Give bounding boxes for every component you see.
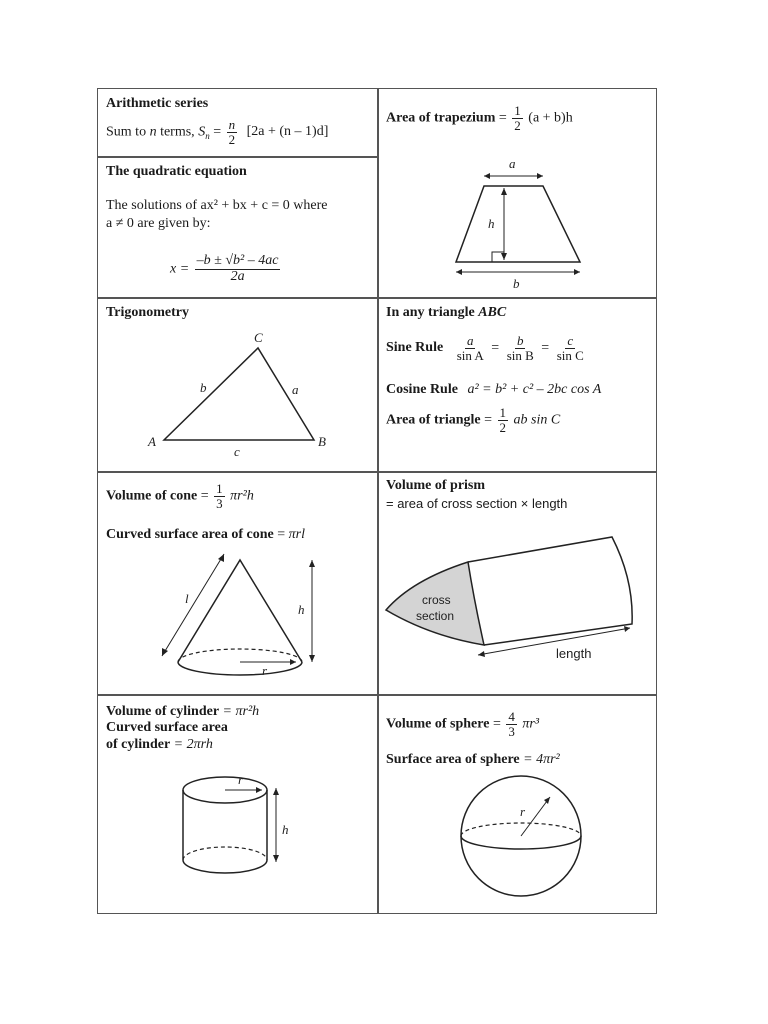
cone-curved: Curved surface area of cone = πrl [106,527,305,542]
cone-eq: = [200,488,209,504]
arith-S-sub: n [205,131,210,142]
quadratic-x-eq: x = [170,261,190,277]
trapezium-expr: (a + b)h [528,110,573,126]
arith-bracket: [2a + (n – 1)d] [246,124,329,140]
trapezium-frac-den: 2 [514,117,521,133]
prism-length-label: length [556,646,592,661]
trapezium-label-b: b [513,276,520,291]
cone-vol-label: Volume of cone [106,488,198,504]
arith-eq: = [213,124,222,140]
triangle-title-abc: ABC [478,305,507,320]
sine-eq1: = [491,340,500,356]
cosine-label: Cosine Rule [386,382,458,397]
quadratic-line2: a ≠ 0 are given by: [106,216,211,231]
sphere-label-r: r [520,804,526,819]
sine-c: c [567,333,574,348]
sphere-eq: = [492,716,501,732]
trig-vertex-C: C [254,330,263,345]
prism-title: Volume of prism [386,478,486,493]
sine-sinC: sin C [556,347,584,363]
cone-label-h: h [298,602,305,617]
cone-frac-num: 1 [216,481,223,496]
area-frac-den: 2 [499,419,507,435]
cylinder-label-h: h [282,822,289,837]
sine-sinA: sin A [456,347,484,363]
cylinder-label-r: r [238,772,244,787]
triangle-title-prefix: In any triangle [386,305,475,320]
sphere-vol-label: Volume of sphere [386,716,490,732]
sine-label: Sine Rule [386,340,444,356]
trapezium-frac-num: 1 [514,103,521,118]
cone-label-l: l [185,591,189,606]
sphere-surf-expr: = 4πr² [523,752,560,767]
sine-b: b [516,333,524,348]
quadratic-den: 2a [230,268,245,284]
sphere-equator-front [461,836,581,849]
cylinder-vol-expr: = πr²h [222,704,260,719]
arith-title: Arithmetic series [106,96,209,111]
arith-frac-num: n [228,117,236,132]
trapezium-label: Area of trapezium [386,110,496,126]
cosine-expr: a² = b² + c² – 2bc cos A [467,382,602,397]
sphere-equator-back [461,823,581,836]
sine-eq2: = [541,340,550,356]
trig-title: Trigonometry [106,305,189,320]
arith-frac-den: 2 [228,131,236,147]
trapezium-label-h: h [488,216,495,231]
trig-vertex-A: A [148,434,156,449]
cone-label-r: r [262,663,268,678]
sphere-radius [521,797,550,836]
area-triangle-expr: ab sin C [513,412,561,428]
sine-a: a [466,333,474,348]
sine-sinB: sin B [506,347,534,363]
cylinder-vol-label: Volume of cylinder [106,704,220,719]
trig-side-a: a [292,382,299,397]
quadratic-line1: The solutions of ax² + bx + c = 0 where [106,198,328,213]
trapezium-eq: = [498,110,507,126]
arith-S: S [198,124,206,140]
cylinder-curved-expr: = 2πrh [173,737,213,752]
sphere-frac-num: 4 [508,709,515,724]
cylinder-curved-line1: Curved surface area [106,720,228,735]
cylinder-curved-label: of cylinder [106,737,171,752]
trig-vertex-B: B [318,434,326,449]
sphere-vol-expr: πr³ [522,716,540,732]
area-frac-num: 1 [499,405,507,420]
cone-curved-expr: πrl [288,527,305,542]
cone-frac-den: 3 [216,495,223,511]
cone-curved-label: Curved surface area of cone [106,527,274,542]
trig-side-c: c [234,444,240,459]
trapezium-label-a: a [509,156,516,171]
trig-side-b: b [200,380,207,395]
prism-line: = area of cross section × length [386,496,568,511]
sphere-surf-label: Surface area of sphere [386,752,520,767]
quadratic-num: –b ± √b² – 4ac [196,253,279,268]
area-triangle-eq: = [484,412,493,428]
area-triangle-label: Area of triangle [386,412,481,428]
quadratic-title: The quadratic equation [106,164,247,179]
cone-vol-expr: πr²h [230,488,254,504]
arith-n: n [149,124,157,140]
arith-sum-prefix: Sum to [106,124,147,140]
prism-cross-label: cross [422,593,451,607]
prism-section-label: section [416,609,455,623]
arith-terms: terms, [160,124,195,140]
sphere-frac-den: 3 [508,723,515,739]
